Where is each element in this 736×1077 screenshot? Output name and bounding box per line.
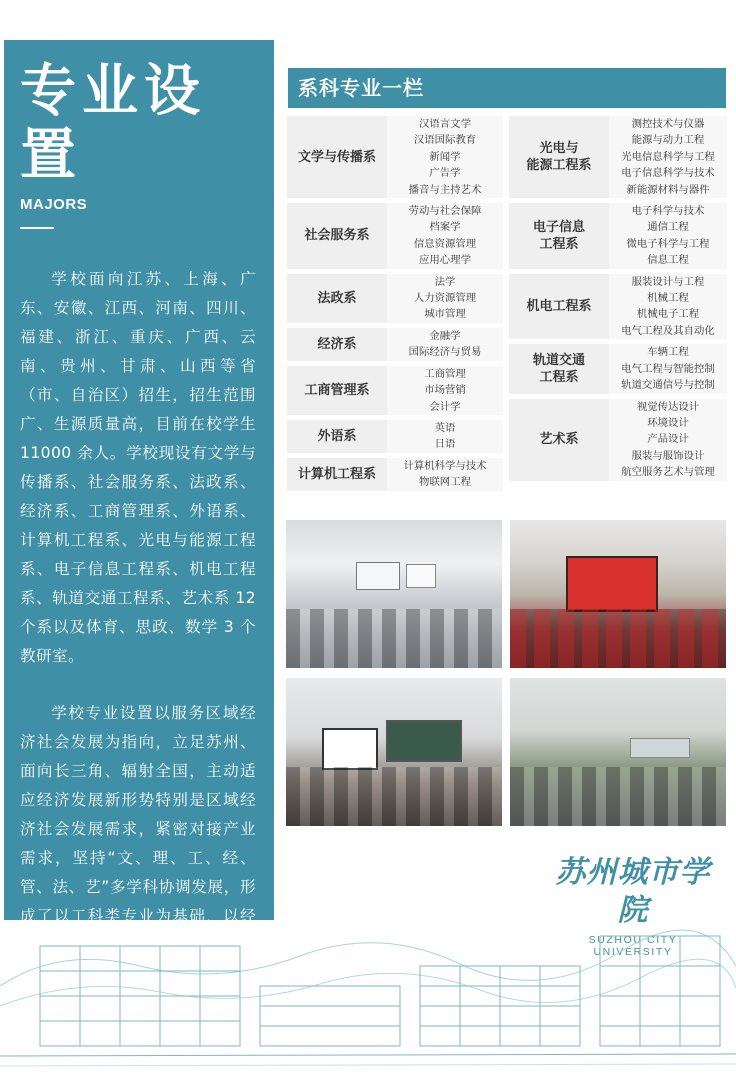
- major-item: 服装与服饰设计: [631, 449, 705, 462]
- major-item: 会计学: [429, 400, 461, 413]
- blackboard: [386, 720, 462, 762]
- department-row: [509, 116, 727, 198]
- department-row: [287, 116, 503, 198]
- major-item: 电子科学与技术: [631, 205, 705, 218]
- major-item: 计算机科学与技术: [403, 459, 487, 472]
- major-list: [387, 116, 503, 198]
- students: [286, 767, 502, 826]
- major-item: 城市管理: [424, 308, 466, 321]
- major-item: 电气工程及其自动化: [621, 324, 715, 337]
- logo-english-name: SUZHOU CITY UNIVERSITY: [588, 934, 678, 958]
- major-list: [609, 274, 727, 340]
- major-list: [387, 420, 503, 453]
- major-item: 日语: [434, 438, 456, 451]
- major-item: 能源与动力工程: [631, 134, 705, 147]
- major-item: 国际经济与贸易: [408, 346, 482, 359]
- department-row: [509, 344, 727, 393]
- major-item: 广告学: [429, 167, 461, 180]
- department-name: 社会服务系: [304, 228, 370, 244]
- students: [510, 767, 726, 826]
- major-list: [387, 458, 503, 491]
- intro-paragraph: 学校专业设置以服务区域经济社会发展为指向，立足苏州、面向长三角、辐射全国，主动适应经济发展新形势特别是区域经济社会发展需求，紧密对接产业需求，坚持“文、理、工、经、管、法、艺”多学科协调发展，形成了以工科类专业为基础，以经管类专业为优势，以应用性人才培养为根本，以文理融通交叉、国际化人才培养为方向的学科专业格局。: [20, 704, 256, 1041]
- major-item: 测控技术与仪器: [631, 118, 705, 130]
- projector-screen: [322, 728, 378, 770]
- department-name: 计算机工程系: [297, 466, 376, 482]
- lecture-hall-photo: [510, 520, 726, 668]
- department-name: 艺术系: [539, 432, 579, 448]
- major-item: 劳动与社会保障: [408, 205, 482, 218]
- department-name: 电子信息 工程系: [532, 219, 585, 252]
- major-item: 轨道交通信号与控制: [621, 379, 715, 392]
- major-item: 金融学: [429, 329, 461, 342]
- major-item: 应用心理学: [419, 254, 471, 267]
- department-row: [287, 366, 503, 415]
- department-row: [509, 399, 727, 481]
- major-item: 播音与主持艺术: [408, 183, 482, 196]
- major-list: [609, 399, 727, 481]
- major-item: 机械电子工程: [636, 308, 700, 321]
- major-item: 视觉传达设计: [636, 400, 700, 413]
- department-name: 光电与 能源工程系: [526, 141, 592, 174]
- major-item: 汉语国际教育: [413, 134, 477, 147]
- major-item: 汉语言文学: [419, 118, 471, 130]
- major-item: 人力资源管理: [413, 292, 477, 305]
- major-list: [387, 328, 503, 361]
- department-name: 文学与传播系: [297, 149, 376, 165]
- major-item: 环境设计: [647, 416, 689, 429]
- lecture-photo: [286, 678, 502, 826]
- major-item: 信息工程: [647, 254, 689, 267]
- major-list: [609, 344, 727, 393]
- department-row: [287, 420, 503, 453]
- department-row: [287, 458, 503, 491]
- department-row: [509, 274, 727, 340]
- major-list: [387, 366, 503, 415]
- major-item: 通信工程: [647, 221, 689, 234]
- department-name: 外语系: [317, 428, 357, 444]
- classroom-photo: [510, 678, 726, 826]
- major-item: 物联网工程: [419, 476, 471, 489]
- department-name: 法政系: [317, 290, 357, 306]
- intro-panel: [4, 40, 274, 1041]
- section-header: 系科专业一栏: [288, 68, 726, 108]
- page-title: 专业设置: [20, 59, 206, 188]
- campus-building-sketch: [0, 926, 736, 1077]
- student-desks: [286, 609, 502, 668]
- major-list: [609, 203, 727, 269]
- department-column-right: [509, 116, 727, 486]
- department-row: [509, 203, 727, 269]
- department-column-left: [287, 116, 503, 496]
- blackboard: [630, 738, 690, 758]
- department-name: 工商管理系: [304, 382, 370, 398]
- audience-seats: [510, 609, 726, 668]
- department-row: [287, 328, 503, 361]
- major-item: 微电子科学与工程: [626, 237, 710, 250]
- major-list: [387, 203, 503, 269]
- major-item: 工商管理: [424, 367, 466, 380]
- major-item: 光电信息科学与工程: [621, 150, 715, 163]
- projector-screen: [566, 556, 658, 612]
- major-item: 电气工程与智能控制: [621, 362, 715, 375]
- department-name: 轨道交通 工程系: [532, 352, 585, 385]
- major-item: 航空服务艺术与管理: [621, 466, 715, 479]
- department-name: 机电工程系: [526, 298, 592, 314]
- department-row: [287, 203, 503, 269]
- department-row: [287, 274, 503, 323]
- page-subtitle: MAJORS: [20, 196, 88, 213]
- major-item: 服装设计与工程: [631, 275, 705, 288]
- intro-paragraph: 学校面向江苏、上海、广东、安徽、江西、河南、四川、福建、浙江、重庆、广西、云南、贵州、甘肃、山西等省（市、自治区）招生，招生范围广、生源质量高，目前在校学生 11000 余人。学校现设有文学与传播系、社会服务系、法政系、经济系、工商管理系、外语系、计算机工程系、光电与能源工程系、电子信息工程系、机电工程系、轨道交通工程系、艺术系 12 个系以及体育、思政、数学 3 个教研室。: [20, 270, 256, 665]
- logo-chinese-name: 苏州城市学院: [555, 855, 711, 928]
- major-item: 新能源材料与器件: [626, 183, 710, 196]
- major-list: [387, 274, 503, 323]
- major-item: 车辆工程: [647, 346, 689, 359]
- projector-screen: [356, 562, 400, 590]
- major-item: 信息资源管理: [413, 237, 477, 250]
- major-item: 产品设计: [647, 433, 689, 446]
- major-item: 市场营销: [424, 384, 466, 397]
- major-item: 英语: [434, 421, 456, 434]
- major-item: 法学: [434, 275, 456, 288]
- department-name: 经济系: [317, 336, 357, 352]
- major-item: 档案学: [429, 221, 461, 234]
- major-item: 新闻学: [429, 150, 461, 163]
- major-item: 机械工程: [647, 292, 689, 305]
- title-divider: [20, 227, 54, 229]
- major-list: [609, 116, 727, 198]
- classroom-photo: [286, 520, 502, 668]
- major-item: 电子信息科学与技术: [621, 167, 715, 180]
- whiteboard: [406, 564, 436, 588]
